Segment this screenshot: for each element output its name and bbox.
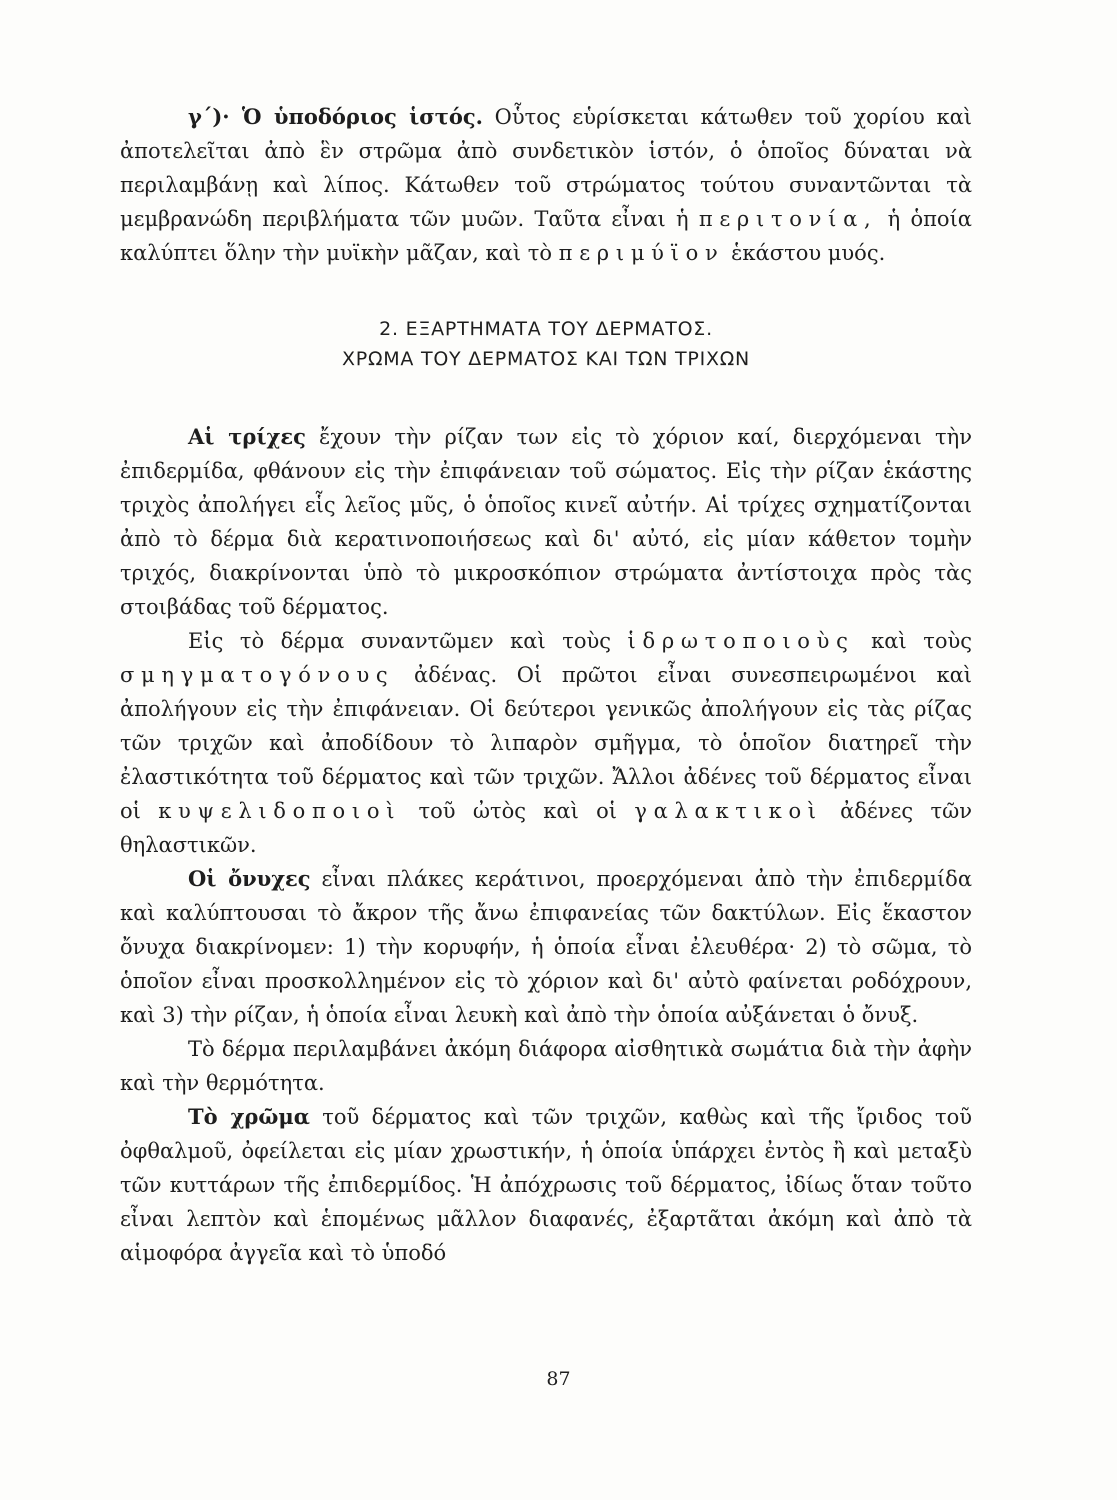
spaced-term: γαλακτικοὶ	[634, 799, 823, 823]
paragraph-subcutaneous-tissue	[120, 100, 972, 270]
paragraph-text: ἔχουν τὴν ρίζαν των εἰς τὸ χόριον καί, διερχόμεναι τὴν ἐπιδερμίδα, φθάνουν εἰς τὴν ἐπιφάνειαν τοῦ σώματος. Εἰς τὴν ρίζαν ἑκάστης τριχὸς ἀπολήγει εἷς λεῖος μῦς, ὁ ὁποῖος κινεῖ αὐτήν. Αἱ τρίχες σχηματίζονται ἀπὸ τὸ δέρμα διὰ κερατινοποιήσεως καὶ δι' αὐτό, εἰς μίαν κάθετον τομὴν τριχός, διακρίνονται ὑπὸ τὸ μικροσκόπιον στρώματα ἀντίστοιχα πρὸς τὰς στοιβάδας τοῦ δέρματος.	[120, 425, 973, 619]
paragraph-lead: Οἱ ὄνυχες	[188, 866, 311, 891]
paragraph-text: ἀδένες τῶν θηλαστικῶν.	[120, 799, 973, 857]
paragraph-text: καὶ τοὺς	[854, 629, 972, 653]
paragraph-lead: γ΄)· Ὁ ὑποδόριος ἱστός.	[188, 104, 483, 129]
spaced-term: περιμύϊον	[558, 241, 725, 265]
paragraph-lead: Αἱ τρίχες	[188, 424, 306, 449]
paragraph-text: ἡ ὁποία καλύπτει ὅλην τὴν μυϊκὴν μᾶζαν, καὶ τὸ	[120, 207, 972, 265]
spaced-term: περιτονία,	[698, 207, 878, 231]
spaced-term: ἱδρωτοποιοὺς	[627, 629, 855, 653]
paragraph-nails	[120, 862, 972, 1032]
paragraph-text: εἶναι πλάκες κεράτινοι, προερχόμεναι ἀπὸ τὴν ἐπιδερμίδα καὶ καλύπτουσαι τὸ ἄκρον τῆς ἄνω ἐπιφανείας τῶν δακτύλων. Εἰς ἕκαστον ὄνυχα διακρίνομεν: 1) τὴν κορυφήν, ἡ ὁποία εἶναι ἐλευθέρα· 2) τὸ σῶμα, τὸ ὁποῖον εἶναι προσκολλημένον εἰς τὸ χόριον καὶ δι' αὐτὸ φαίνεται ροδόχρουν, καὶ 3) τὴν ρίζαν, ἡ ὁποία εἶναι λευκὴ καὶ ἀπὸ τὴν ὁποία αὐξάνεται ὁ ὄνυξ.	[120, 867, 972, 1027]
paragraph-color	[120, 1100, 972, 1270]
paragraph-hairs	[120, 420, 972, 624]
paragraph-text: τοῦ δέρματος καὶ τῶν τριχῶν, καθὼς καὶ τῆς ἴριδος τοῦ ὀφθαλμοῦ, ὀφείλεται εἰς μίαν χρωστικήν, ἡ ὁποία ὑπάρχει ἐντὸς ἢ καὶ μεταξὺ τῶν κυττάρων τῆς ἐπιδερμίδος. Ἡ ἀπόχρωσις τοῦ δέρματος, ἰδίως ὅταν τοῦτο εἶναι λεπτὸν καὶ ἑπομένως μᾶλλον διαφανές, ἐξαρτᾶται ἀκόμη καὶ ἀπὸ τὰ αἱμοφόρα ἀγγεῖα καὶ τὸ ὑποδό	[120, 1105, 972, 1265]
section-heading	[120, 314, 972, 374]
paragraph-text: ἑκάστου μυός.	[724, 241, 886, 265]
paragraph-text: ἀδένας. Οἱ πρῶτοι εἶναι συνεσπειρωμένοι καὶ ἀπολήγουν εἰς τὴν ἐπιφάνειαν. Οἱ δεύτεροι γενικῶς ἀπολήγουν εἰς τὰς ρίζας τῶν τριχῶν καὶ ἀποδίδουν τὸ λιπαρὸν σμῆγμα, τὸ ὁποῖον διατηρεῖ τὴν ἐλαστικότητα τοῦ δέρματος καὶ τῶν τριχῶν. Ἄλλοι ἀδένες τοῦ δέρματος εἶναι οἱ	[120, 663, 972, 823]
paragraph-text: Οὗτος εὑρίσκεται κάτωθεν τοῦ χορίου καὶ ἀποτελεῖται ἀπὸ ἓν στρῶμα ἀπὸ συνδετικὸν ἱστόν, ὁ ὁποῖος δύναται νὰ περιλαμβάνῃ καὶ λίπος. Κάτωθεν τοῦ στρώματος τούτου συναντῶνται τὰ μεμβρανώδη περιβλήματα τῶν μυῶν. Ταῦτα εἶναι ἡ	[120, 105, 972, 231]
paragraph-text: τοῦ ὠτὸς καὶ οἱ	[401, 799, 635, 823]
paragraph-lead: Τὸ χρῶμα	[188, 1104, 310, 1129]
paragraph-text: Εἰς τὸ δέρμα συναντῶμεν καὶ τοὺς	[188, 629, 628, 653]
spaced-term: κυψελιδοποιοὶ	[158, 799, 402, 823]
section-heading-line-1: 2. ΕΞΑΡΤΗΜΑΤΑ ΤΟΥ ΔΕΡΜΑΤΟΣ.	[379, 318, 713, 340]
paragraph-senses	[120, 1032, 972, 1100]
paragraph-glands	[120, 624, 972, 862]
spaced-term: σμηγματογόνους	[120, 663, 395, 687]
section-heading-line-2: ΧΡΩΜΑ ΤΟΥ ΔΕΡΜΑΤΟΣ ΚΑΙ ΤΩΝ ΤΡΙΧΩΝ	[341, 348, 751, 370]
page-number: 87	[546, 1368, 571, 1390]
paragraph-text: Τὸ δέρμα περιλαμβάνει ἀκόμη διάφορα αἰσθητικὰ σωμάτια διὰ τὴν ἀφὴν καὶ τὴν θερμότητα.	[120, 1037, 972, 1095]
